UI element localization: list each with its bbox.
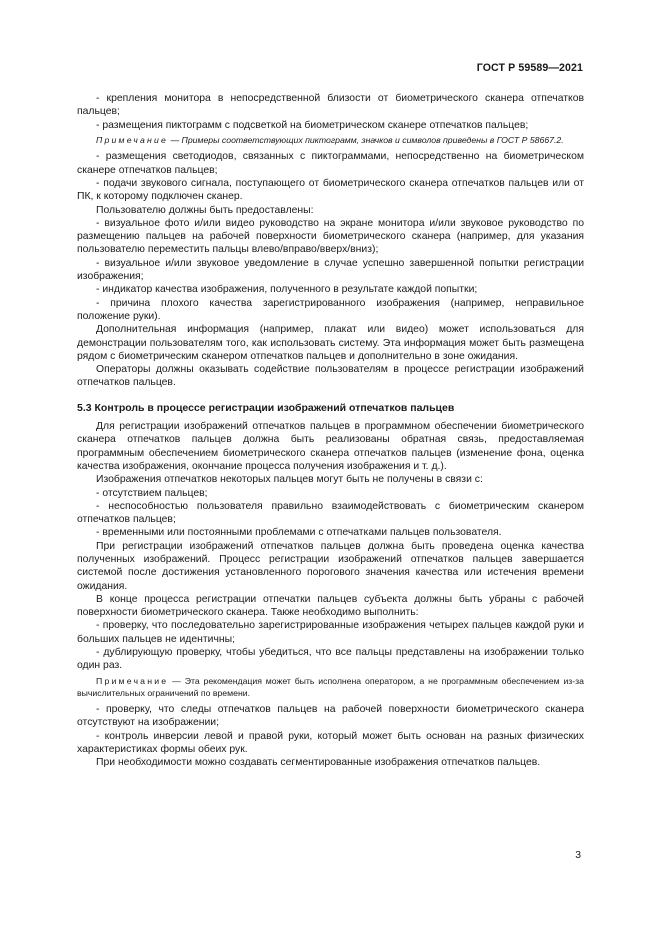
paragraph: - подачи звукового сигнала, поступающего от биометрического сканера отпечатков пальцев или от ПК, к которому подключен сканер.	[77, 177, 584, 203]
paragraph: - проверку, что следы отпечатков пальцев на рабочей поверхности биометрического сканера отсутствуют на изображении;	[77, 704, 584, 729]
standard-code: ГОСТ Р 59589—2021	[476, 62, 583, 74]
paragraph: - проверку, что последовательно зарегистрированные изображения четырех пальцев каждой руки и больших пальцев не идентичны;	[77, 620, 584, 645]
paragraph: Дополнительная информация (например, плакат или видео) может использоваться для демонстрации пользователям того, как использовать систему. Эта информация может быть размещена рядом с биометрическим сканером отпечатков пальцев и дополнительно в зоне ожидания.	[77, 324, 584, 362]
paragraph: - причина плохого качества зарегистрированного изображения (например, неправильное положение руки).	[77, 297, 584, 322]
section-title: 5.3 Контроль в процессе регистрации изображений отпечатков пальцев	[77, 401, 455, 414]
paragraph: - индикатор качества изображения, полученного в результате каждой попытки;	[96, 284, 478, 296]
paragraph: - временными или постоянными проблемами с отпечатками пальцев пользователя.	[96, 527, 502, 539]
paragraph: В конце процесса регистрации отпечатки пальцев субъекта должны быть убраны с рабочей поверхности биометрического сканера. Также необходимо выполнить:	[77, 593, 584, 619]
paragraph: Пользователю должны быть предоставлены:	[96, 204, 314, 216]
paragraph: При регистрации изображений отпечатков пальцев должна быть проведена оценка качества полученных изображений. Процесс регистрации изображений отпечатков пальцев завершается системой после достижения установленного порогового значения качества или истечения времени ожидания.	[77, 540, 584, 592]
note-label: Примечание	[96, 676, 169, 687]
paragraph: - визуальное фото и/или видео руководство на экране монитора и/или звуковое руководство по размещению пальцев на рабочей поверхности биометрического сканера (например, для указания пользователю переместить пальцы влево/вправо/вверх/вниз);	[77, 217, 584, 256]
page-number: 3	[575, 850, 581, 861]
paragraph: - дублирующую проверку, чтобы убедиться, что все пальцы представлены на изображении только один раз.	[77, 647, 584, 672]
note	[77, 675, 584, 699]
paragraph: Изображения отпечатков некоторых пальцев могут быть не получены в связи с:	[96, 474, 483, 486]
note	[77, 134, 584, 146]
paragraph: - визуальное и/или звуковое уведомление в случае успешно завершенной попытки регистрации изображения;	[77, 257, 584, 283]
paragraph: При необходимости можно создавать сегментированные изображения отпечатков пальцев.	[96, 757, 541, 769]
paragraph: - контроль инверсии левой и правой руки, который может быть основан на разных физических характеристиках формы обеих рук.	[77, 730, 584, 756]
paragraph: - отсутствием пальцев;	[96, 487, 208, 499]
paragraph: - крепления монитора в непосредственной близости от биометрического сканера отпечатков пальцев;	[77, 93, 584, 118]
page-body	[77, 92, 584, 770]
paragraph: Операторы должны оказывать содействие пользователям в процессе регистрации изображений отпечатков пальцев.	[77, 364, 584, 389]
note-text: — Эта рекомендация может быть исполнена оператором, а не программным обеспечением из-за вычислительных ограничений по времени.	[77, 676, 584, 699]
note-text: — Примеры соответствующих пиктограмм, значков и символов приведены в ГОСТ Р 58667.2.	[168, 135, 564, 146]
note-label: Примечание	[96, 135, 169, 146]
paragraph: - неспособностью пользователя правильно взаимодействовать с биометрическим сканером отпечатков пальцев;	[77, 500, 584, 526]
paragraph: Для регистрации изображений отпечатков пальцев в программном обеспечении биометрического сканера отпечатков пальцев должна быть реализованы обратная связь, предоставляемая программным обеспечением биометрического сканера отпечатков пальцев (изменение фона, оценка качества изображения, окончание процесса получения изображения и т. д.).	[77, 421, 584, 472]
paragraph: - размещения светодиодов, связанных с пиктограммами, непосредственно на биометрическом сканере отпечатков пальцев;	[77, 151, 584, 176]
paragraph: - размещения пиктограмм с подсветкой на биометрическом сканере отпечатков пальцев;	[96, 119, 529, 131]
